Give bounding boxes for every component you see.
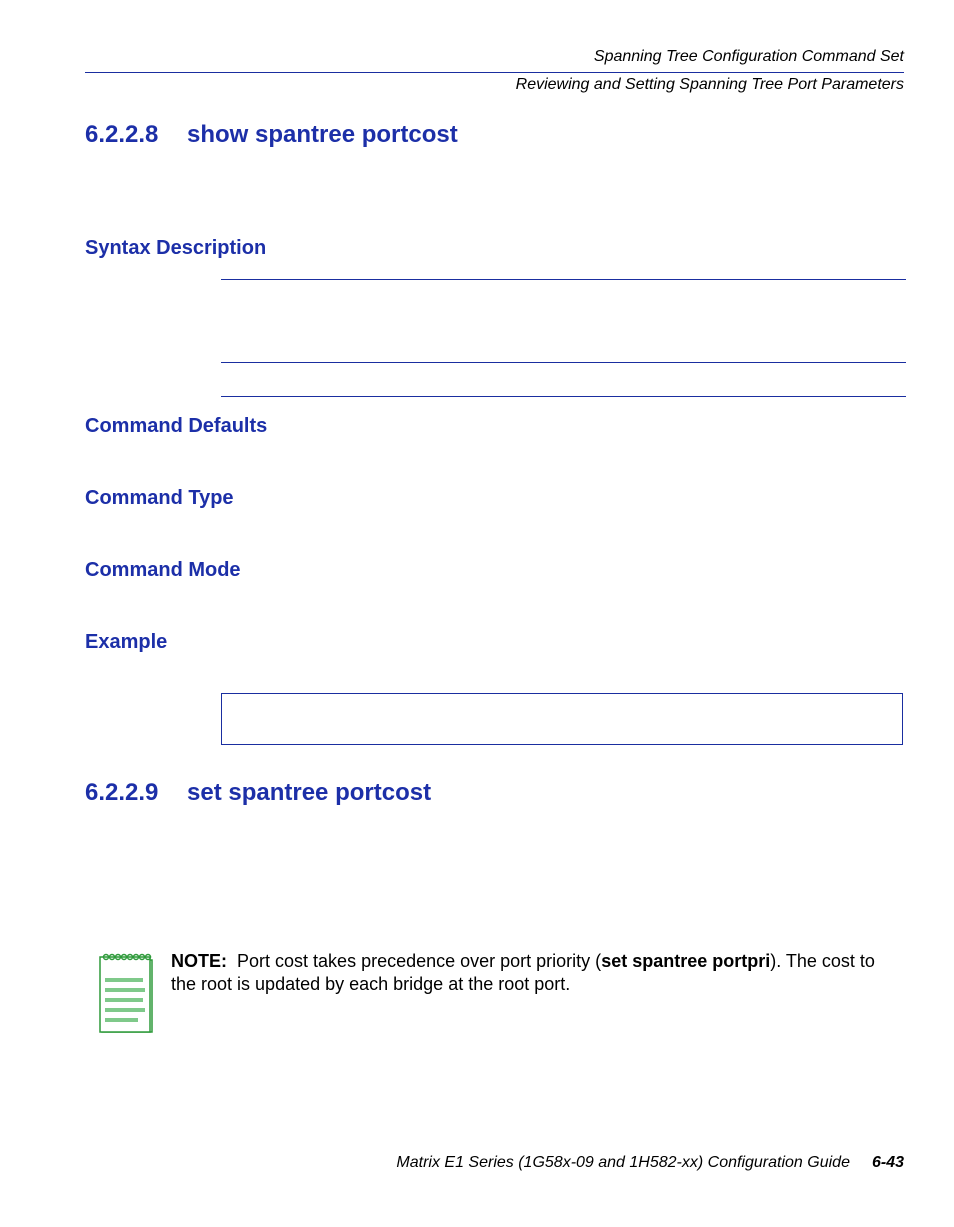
- syntax-table-bottom-rule: [221, 362, 906, 363]
- page-footer: [396, 1154, 904, 1172]
- section-heading-show-spantree-portcost: [85, 121, 458, 149]
- syntax-table-end-rule: [221, 396, 906, 397]
- command-defaults-heading: Command Defaults: [85, 415, 268, 437]
- section-title: set spantree portcost: [187, 779, 432, 806]
- note-text-before: Port cost takes precedence over port priority (: [237, 951, 602, 971]
- syntax-description-heading: Syntax Description: [85, 237, 267, 259]
- syntax-table-top-rule: [221, 279, 906, 280]
- running-header-chapter: Spanning Tree Configuration Command Set: [593, 48, 904, 65]
- command-mode-heading: Command Mode: [85, 559, 241, 581]
- note-text-after: ). The cost to the root is updated by each bridge at the root port.: [171, 951, 875, 994]
- header-rule: [85, 72, 904, 73]
- page-number: 6-43: [871, 1154, 904, 1171]
- command-type-heading: Command Type: [85, 487, 234, 509]
- note-paragraph: [171, 950, 901, 996]
- section-number: 6.2.2.8: [85, 121, 159, 148]
- example-code-box: [221, 693, 903, 745]
- running-header-section: Reviewing and Setting Spanning Tree Port Parameters: [515, 76, 904, 93]
- section-title: show spantree portcost: [187, 121, 458, 148]
- section-number: 6.2.2.9: [85, 779, 159, 806]
- example-heading: Example: [85, 631, 168, 653]
- footer-guide-title: Matrix E1 Series (1G58x-09 and 1H582-xx) Configuration Guide: [396, 1154, 850, 1171]
- note-label: NOTE:: [171, 951, 227, 971]
- notepad-icon: [98, 950, 158, 1036]
- note-command: set spantree portpri: [601, 951, 771, 971]
- section-heading-set-spantree-portcost: [85, 779, 431, 807]
